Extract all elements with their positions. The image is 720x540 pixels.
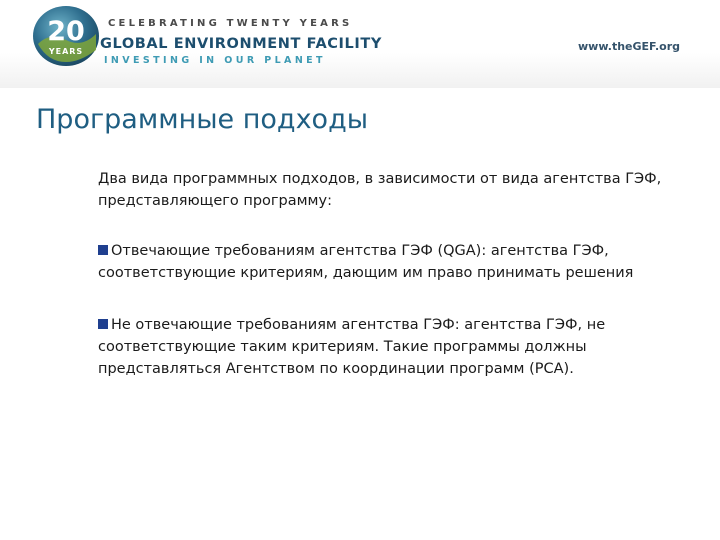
slide-title: Программные подходы — [36, 104, 369, 135]
tagline-bottom: INVESTING IN OUR PLANET — [104, 55, 326, 66]
bullet-text: Отвечающие требованиям агентства ГЭФ (QGA): агентства ГЭФ, соответствующие критериям, дающим им право принимать решения — [98, 243, 634, 281]
org-name: GLOBAL ENVIRONMENT FACILITY — [100, 36, 382, 52]
square-bullet-icon — [98, 245, 108, 255]
gef-20-years-logo — [30, 4, 102, 68]
square-bullet-icon — [98, 319, 108, 329]
bullet-text: Не отвечающие требованиям агентства ГЭФ: агентства ГЭФ, не соответствующие таким критериям. Такие программы должны представляться Агентством по координации программ (PCA). — [98, 317, 606, 377]
site-url[interactable]: www.theGEF.org — [578, 40, 680, 53]
bullet-item-qga — [98, 240, 678, 284]
slide-header — [0, 0, 720, 88]
bullet-item-non-qga — [98, 314, 678, 380]
intro-paragraph: Два вида программных подходов, в зависимости от вида агентства ГЭФ, представляющего программу: — [98, 171, 662, 209]
logo-number: 20 — [47, 16, 85, 47]
slide-body — [98, 168, 678, 410]
logo-years: YEARS — [48, 47, 84, 56]
tagline-top: CELEBRATING TWENTY YEARS — [108, 18, 353, 29]
